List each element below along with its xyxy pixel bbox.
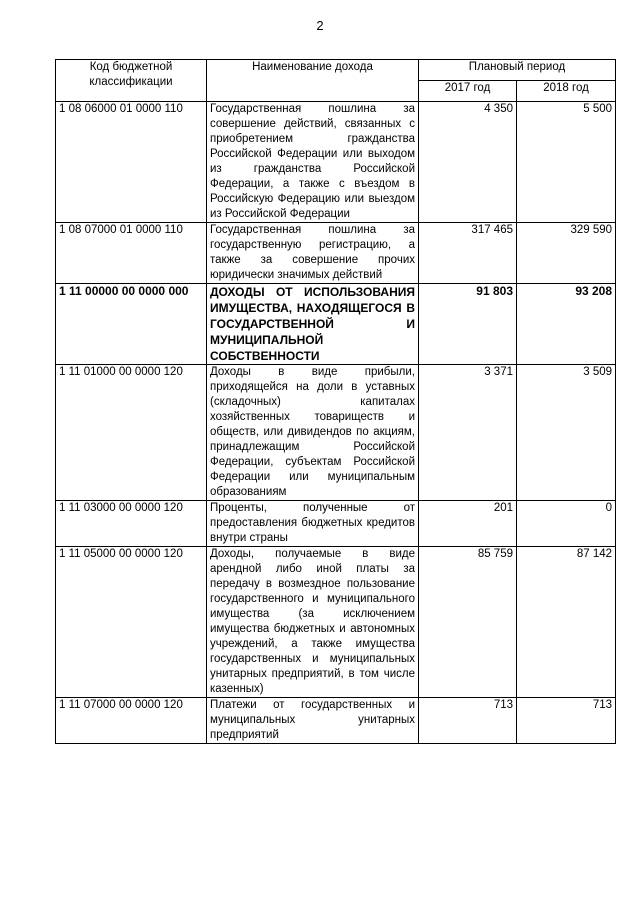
row-value-2018: 5 500 [517,102,616,223]
row-code: 1 11 05000 00 0000 120 [56,547,207,698]
row-value-2017: 91 803 [419,284,517,365]
row-name: Проценты, полученные от предоставления бюджетных кредитов внутри страны [207,501,419,547]
header-year-2018: 2018 год [517,81,616,102]
table-row [56,365,616,501]
row-name: Государственная пошлина за государственную регистрацию, а также за совершение прочих юридически значимых действий [207,223,419,284]
row-value-2018: 3 509 [517,365,616,501]
row-code: 1 11 00000 00 0000 000 [56,284,207,365]
row-code: 1 08 06000 01 0000 110 [56,102,207,223]
row-value-2018: 87 142 [517,547,616,698]
row-name: Государственная пошлина за совершение действий, связанных с приобретением гражданства Российской Федерации или выходом из гражданства Российской Федерации, а также с въездом в Российскую Федерацию или выездом из Российской Федерации [207,102,419,223]
row-value-2017: 713 [419,698,517,744]
row-code: 1 11 03000 00 0000 120 [56,501,207,547]
row-value-2018: 329 590 [517,223,616,284]
row-value-2017: 317 465 [419,223,517,284]
row-code: 1 11 07000 00 0000 120 [56,698,207,744]
row-name: ДОХОДЫ ОТ ИСПОЛЬЗОВАНИЯ ИМУЩЕСТВА, НАХОДЯЩЕГОСЯ В ГОСУДАРСТВЕННОЙ И МУНИЦИПАЛЬНОЙ СОБСТВЕННОСТИ [207,284,419,365]
row-value-2017: 3 371 [419,365,517,501]
row-value-2018: 93 208 [517,284,616,365]
header-year-2017: 2017 год [419,81,517,102]
row-name: Платежи от государственных и муниципальных унитарных предприятий [207,698,419,744]
table-row [56,284,616,365]
row-name: Доходы, получаемые в виде арендной либо иной платы за передачу в возмездное пользование государственного и муниципального имущества (за исключением имущества бюджетных и автономных учреждений, а также имущества государственных и муниципальных унитарных предприятий, в том числе казенных) [207,547,419,698]
table-row [56,698,616,744]
table-row [56,547,616,698]
header-name: Наименование дохода [207,60,419,102]
page-number: 2 [316,18,324,33]
row-value-2017: 85 759 [419,547,517,698]
row-name: Доходы в виде прибыли, приходящейся на доли в уставных (складочных) капиталах хозяйственных товариществ и обществ, или дивидендов по акциям, принадлежащим Российской Федерации, субъектам Российской Федерации или муниципальным образованиям [207,365,419,501]
table-row [56,501,616,547]
table-row [56,102,616,223]
row-value-2018: 0 [517,501,616,547]
row-code: 1 08 07000 01 0000 110 [56,223,207,284]
header-period: Плановый период [419,60,616,81]
row-value-2017: 4 350 [419,102,517,223]
revenue-table [55,59,616,744]
table-row [56,223,616,284]
header-code: Код бюджетной классификации [56,60,207,102]
row-value-2017: 201 [419,501,517,547]
table-body [56,102,616,744]
row-value-2018: 713 [517,698,616,744]
row-code: 1 11 01000 00 0000 120 [56,365,207,501]
